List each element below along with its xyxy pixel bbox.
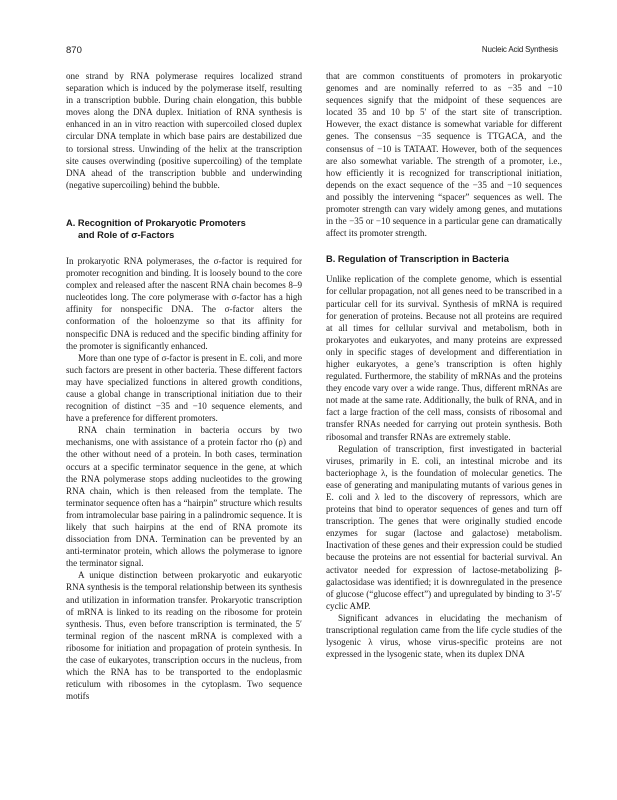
paragraph: Regulation of transcription, first investigated in bacterial viruses, primarily in E. coli, an intestinal microbe and its bacteriophage λ, is the foundation of molecular genetics. The ease of generating and manipulating mutants of various genes in E. coli and λ led to the discovery of repressors, which are proteins that bind to operator sequences of genes and turn off transcription. The genes that were originally studied encode enzymes for sugar (lactose and galactose) metabolism. Inactivation of these genes and their expression could be studied because the proteins are not essential for bacterial survival. An activator needed for expression of lactose-metabolizing β-galactosidase was identified; it is downregulated in the presence of glucose (“glucose effect”) and upregulated by binding to 3′-5′ cyclic AMP. [326,443,562,611]
right-column [326,70,562,660]
paragraph: one strand by RNA polymerase requires localized strand separation which is induced by the polymerase itself, resulting in a transcription bubble. During chain elongation, this bubble moves along the DNA duplex. Initiation of RNA synthesis is enhanced in an in vitro reaction with supercoiled closed duplex circular DNA template in which base pairs are destabilized due to torsional stress. Unwinding of the helix at the transcription site causes overwinding (positive supercoiling) of the template DNA ahead of the transcription bubble and underwinding (negative supercoiling) behind the bubble. [66,71,302,190]
paragraph: More than one type of σ-factor is present in E. coli, and more such factors are present in other bacteria. These different factors may have specialized functions in altered growth conditions, cause a global change in transcriptional initiation due to their recognition of distinct −35 and −10 sequence elements, and have a preference for different promoters. [66,352,302,424]
left-column [66,70,302,702]
paragraph: RNA chain termination in bacteria occurs by two mechanisms, one with assistance of a protein factor rho (ρ) and the other without need of a protein. In both cases, termination occurs at a specific terminator sequence in the gene, at which the RNA polymerase stops adding nucleotides to the growing RNA chain, which is then released from the template. The terminator sequence often has a “hairpin” structure which results from intramolecular base pairing in a palindromic sequence. It is likely that such hairpins at the end of RNA promote its dissociation from DNA. Termination can be prevented by an anti-terminator protein, which allows the polymerase to ignore the terminator signal. [66,425,302,569]
section-heading-b: B. Regulation of Transcription in Bacteria [326,254,509,265]
page-header [0,45,617,59]
paragraph: In prokaryotic RNA polymerases, the σ-factor is required for promoter recognition and binding. It is loosely bound to the core complex and released after the nascent RNA chain becomes 8–9 nucleotides long. The core polymerase with σ-factor has a high affinity for nonspecific DNA. The σ-factor alters the conformation of the holoenzyme so that its affinity for nonspecific DNA is reduced and the specific binding affinity for the promoter is significantly enhanced. [66,255,302,351]
running-title: Nucleic Acid Synthesis [481,45,558,54]
paragraph: that are common constituents of promoters in prokaryotic genomes and are nominally referred to as −35 and −10 sequences signify that the midpoint of these sequences are located 35 and 10 bp 5′ of the start site of transcription. However, the exact distance is somewhat variable for different genes. The consensus −35 sequence is TTGACA, and the consensus of −10 is TATAAT. However, both of the sequences are also somewhat variable. The strength of a promoter, i.e., how efficiently it is recognized for transcriptional initiation, depends on the exact sequence of the −35 and −10 sequences and possibly the intervening “spacer” sequences as well. The promoter strength can vary widely among genes, and mutations in the −35 or −10 sequence in a particular gene can dramatically affect its promoter strength. [326,71,562,239]
paragraph: Unlike replication of the complete genome, which is essential for cellular propagation, not all genes need to be transcribed in a particular cell for its survival. Synthesis of mRNA is required for generation of proteins. Because not all proteins are required at all times for cellular survival and metabolism, both in prokaryotes and eukaryotes, and many proteins are expressed only in specific stages of development and differentiation in higher eukaryotes, a gene’s transcription is often highly regulated. Furthermore, the stability of mRNAs and the proteins they encode vary over a wide range. Thus, different mRNAs are not made at the same rate. Additionally, the bulk of RNA, and in fact a large fraction of the cell mass, consists of ribosomal and transfer RNAs needed for carrying out protein synthesis. Both ribosomal and transfer RNAs are extremely stable. [326,274,562,442]
page-number: 870 [66,45,82,56]
heading-line: and Role of σ-Factors [78,229,175,240]
section-heading-a [66,217,302,241]
paragraph: A unique distinction between prokaryotic and eukaryotic RNA synthesis is the temporal relationship between its synthesis and utilization in information transfer. Prokaryotic transcription of mRNA is linked to its reading on the ribosome for protein synthesis. Thus, even before transcription is terminated, the 5′ terminal region of the nascent mRNA is complexed with a ribosome for initiation and propagation of protein synthesis. In the case of eukaryotes, transcription occurs in the nucleus, from which the RNA has to be transported to the endoplasmic reticulum with ribosomes in the cytoplasm. Two sequence motifs [66,570,302,702]
paragraph: Significant advances in elucidating the mechanism of transcriptional regulation came from the life cycle studies of the lysogenic λ virus, whose virus-specific proteins are not expressed in the lysogenic state, when its duplex DNA [326,612,562,660]
heading-line: A. Recognition of Prokaryotic Promoters [66,217,246,228]
